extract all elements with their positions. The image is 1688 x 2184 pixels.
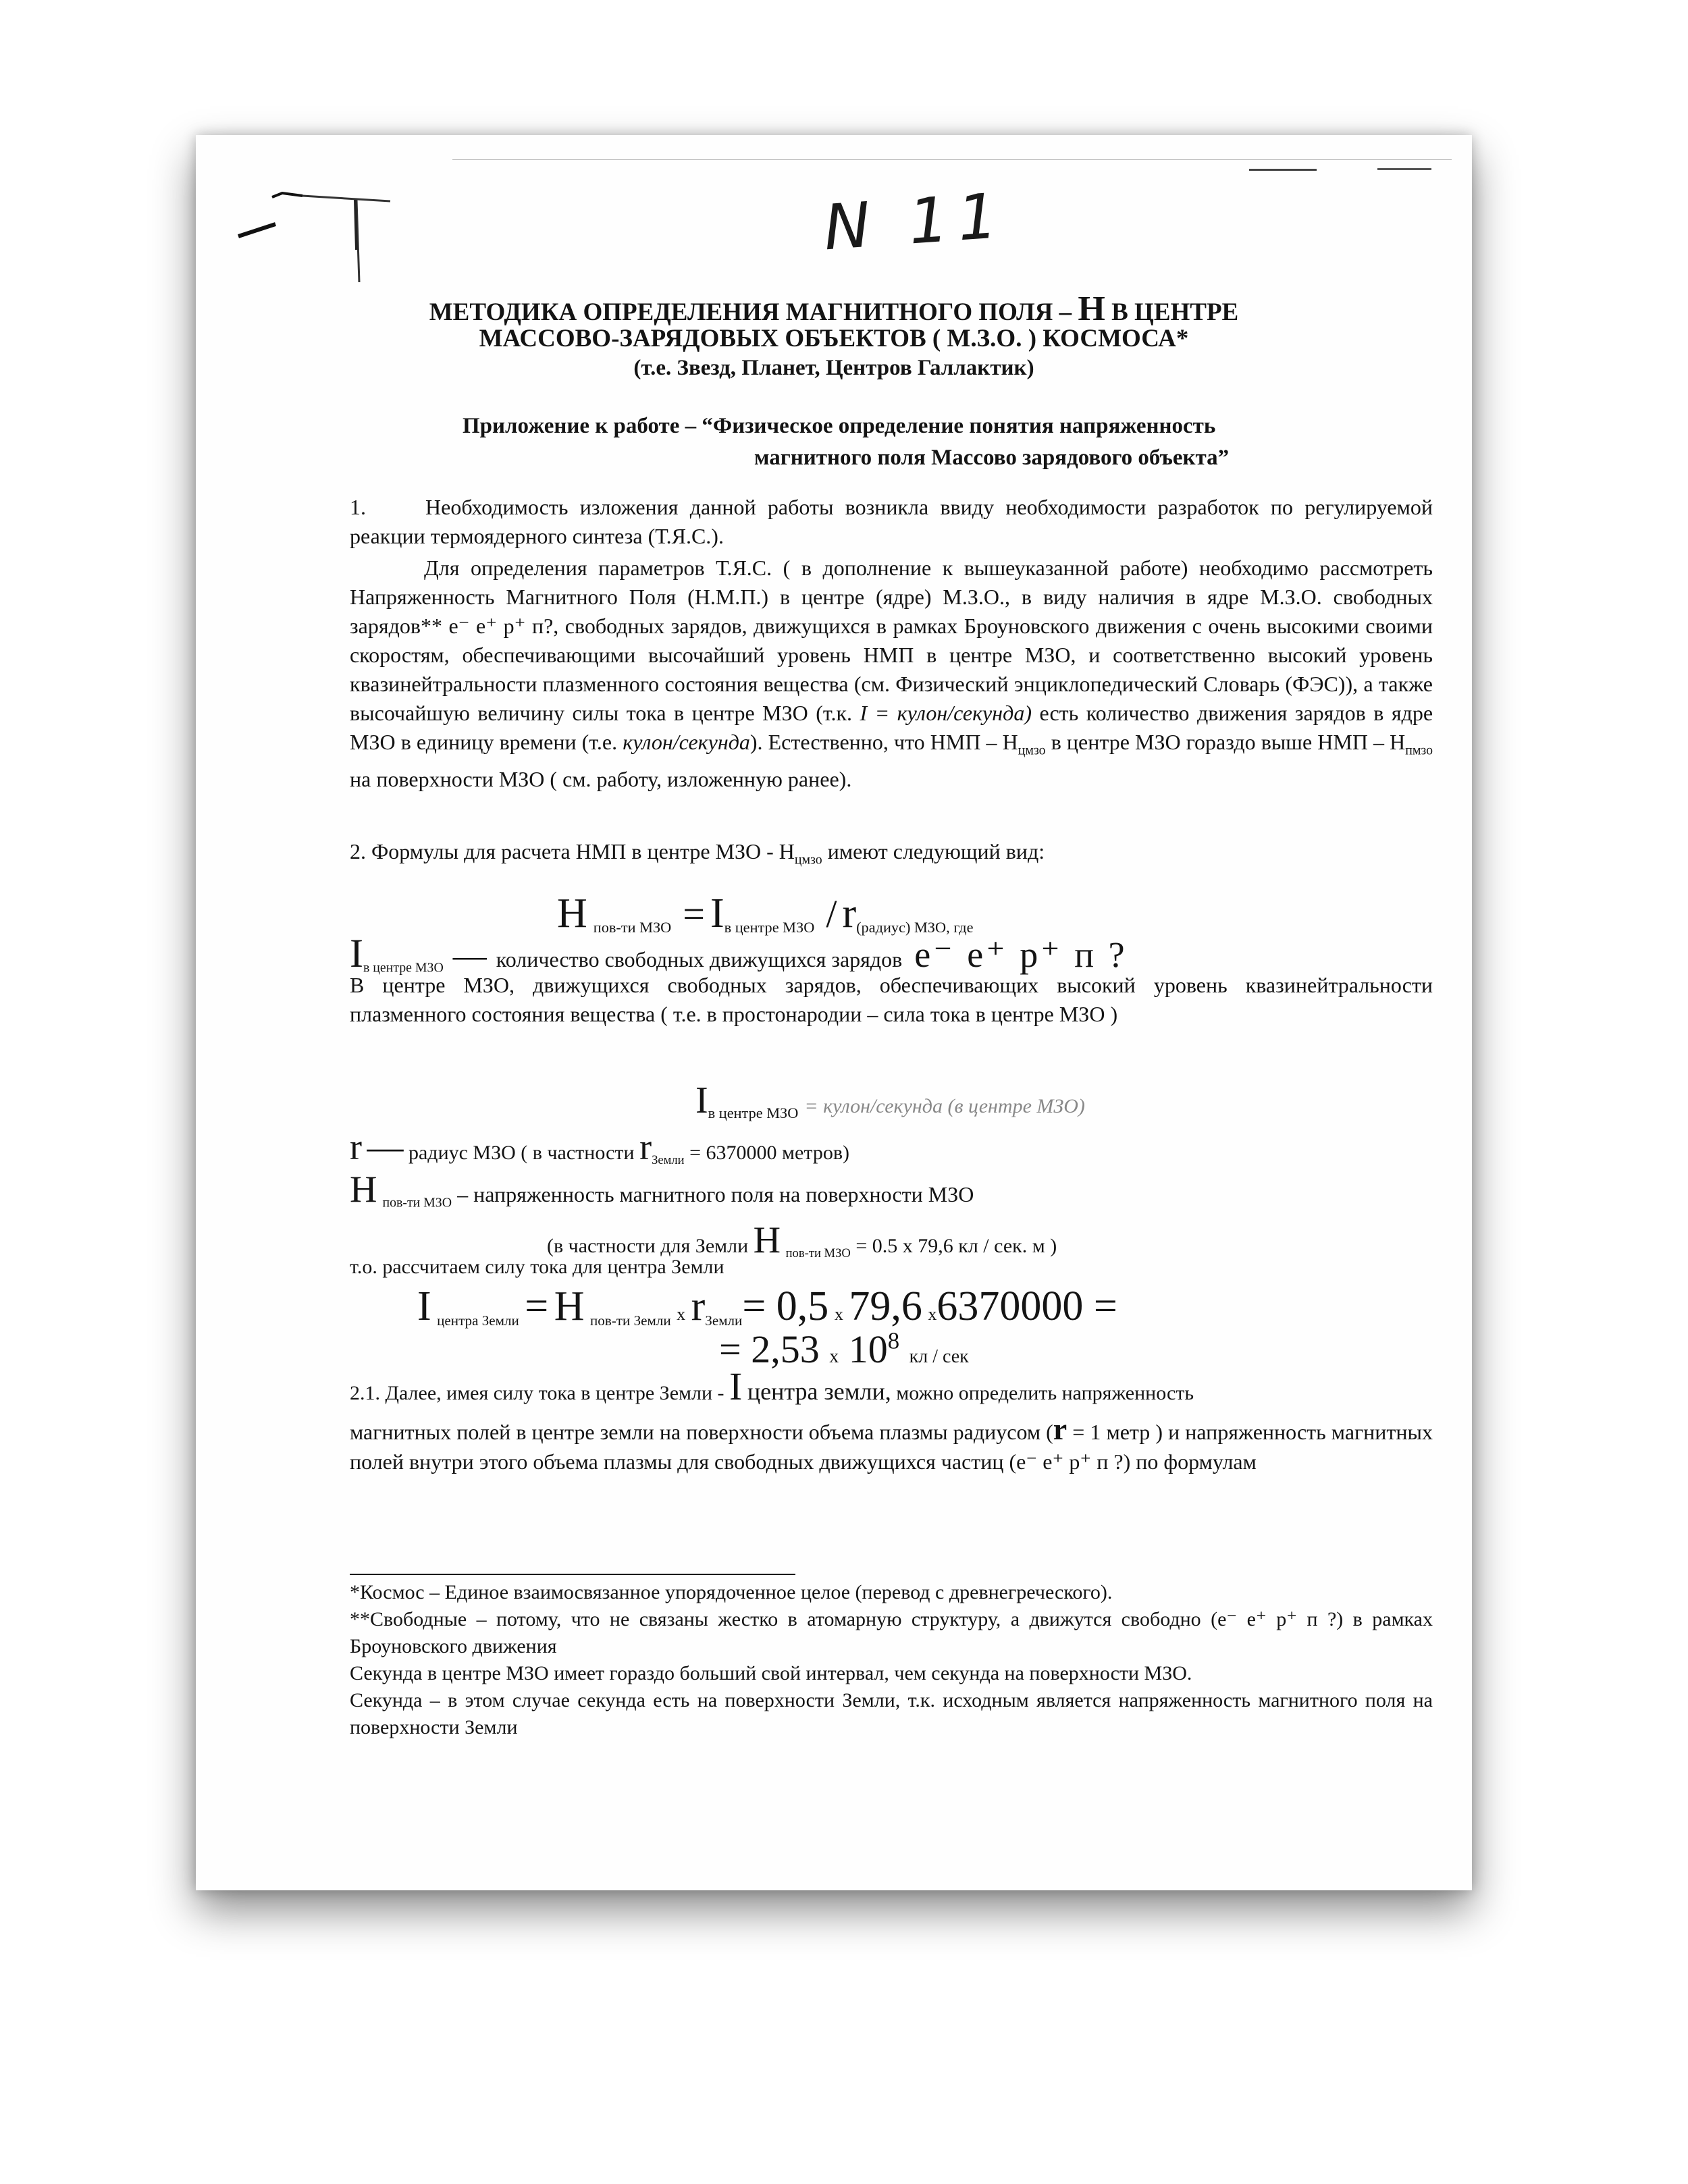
document-page (196, 135, 1472, 1890)
title-line-3: (т.е. Звезд, Планет, Центров Галлактик) (633, 356, 1034, 380)
paragraph-1: 1. Необходимость изложения данной работы возникла ввиду необходимости разработок по регулируемой реакции термоядерного синтеза (Т.Я.С.). (350, 495, 1433, 548)
section-2-1: 2.1. Далее, имея силу тока в центре Земли - I центра земли, можно определить напряженность (350, 1364, 1194, 1408)
footnote-second-center: Секунда в центре МЗО имеет гораздо больший свой интервал, чем секунда на поверхности МЗО. (350, 1662, 1192, 1684)
definition-r: r — радиус МЗО ( в частности $r_{Земли} = 6370000$ метров) (350, 1127, 849, 1167)
section-2-heading: 2. Формулы для расчета НМП в центре МЗО - $Н_{цмзо}$ имеют следующий вид: (350, 839, 1045, 868)
formula-h-surface: Н $_{пов-ти МЗО} = I_{в центре МЗО} / r_{(радиус) МЗО, где}$ (557, 890, 974, 936)
formula-i-center: $I_{в центре МЗО}$ = кулон/секунда (в центре МЗО) (695, 1080, 1085, 1122)
calc-line-2: = 2,53 х $10^8$ кл / сек (719, 1327, 969, 1371)
paragraph-2: Для определения параметров Т.Я.С. ( в дополнение к вышеуказанной работе) необходимо рассмотреть Напряженность Магнитного Поля (Н.М.П.) в центре (ядре) М.З.О., в виду наличия в ядре М.З.О. свободных зарядов** e⁻ e⁺ p⁺ п?, свободных зарядов, движущихся в рамках Броуновского движения с очень высокими своими скоростям, обеспечивающими высочайший уровень НМП в центре МЗО, и соответственно высокий уровень квазинейтральности плазменного состояния вещества (см. Физический энциклопедический Словарь (ФЭС)), а также высочайшую величину силы тока в центре МЗО (т.к. I = кулон/секунда) есть количество движения зарядов в ядре МЗО в единицу времени (т.е. кулон/секунда). Естественно, что НМП – $Н_{цмзо}$ в центре МЗО гораздо выше НМП – $Н_{пмзо}$ на поверхности МЗО ( см. работу, изложенную ранее). (350, 556, 1433, 792)
footnote-divider (350, 1574, 795, 1575)
footnote-free-charges: **Свободные – потому, что не связаны жестко в атомарную структуру, а движутся свободно (e⁻ e⁺ p⁺ п ?) в рамках Броуновского движения (350, 1608, 1433, 1657)
earth-h-value: (в частности для Земли Н $_{пов-ти МЗО}$ = 0.5 х 79,6 кл / сек. м ) (547, 1219, 1057, 1261)
title-line-2: МАССОВО-ЗАРЯДОВЫХ ОБЪЕКТОВ ( М.З.О. ) КОСМОСА* (479, 325, 1189, 352)
handwritten-number: N 11 (821, 179, 1009, 265)
scan-artifact (1249, 169, 1317, 171)
appendix-line-1: Приложение к работе – “Физическое определение понятия напряженность (463, 414, 1216, 438)
definition-h-surface: Н $_{пов-ти МЗО}$ – напряженность магнитного поля на поверхности МЗО (350, 1169, 974, 1210)
calc-intro: т.о. рассчитаем силу тока для центра Земли (350, 1256, 724, 1278)
calc-line-1: I $_{центра Земли}$ = Н $_{пов-ти Земли}$ х $r_{Земли}= 0,5$ х 79,6 х6370000 = (417, 1283, 1117, 1329)
footnote-cosmos: *Космос – Единое взаимосвязанное упорядоченное целое (перевод с древнегреческого). (350, 1581, 1113, 1603)
section-2-1-text: магнитных полей в центре земли на поверхности объема плазмы радиусом (r = 1 метр ) и напряженность магнитных полей внутри этого объема плазмы для свободных движущихся частиц (e⁻ e⁺ p⁺ п ?) по формулам (350, 1412, 1433, 1474)
footnotes (350, 1579, 1433, 1741)
title-line-1: МЕТОДИКА ОПРЕДЕЛЕНИЯ МАГНИТНОГО ПОЛЯ – Н В ЦЕНТРЕ (429, 290, 1239, 328)
definition-i-description: В центре МЗО, движущихся свободных зарядов, обеспечивающих высокий уровень квазинейтральности плазменного состояния вещества ( т.е. в простонародии – сила тока в центре МЗО ) (350, 973, 1433, 1026)
scan-artifact (452, 159, 1452, 160)
corner-scan-mark (235, 169, 411, 284)
footnote-second-surface: Секунда – в этом случае секунда есть на поверхности Земли, т.к. исходным является напряженность магнитного поля на поверхности Земли (350, 1689, 1433, 1738)
appendix-line-2: магнитного поля Массово зарядового объекта” (754, 446, 1230, 470)
definition-i-center: $I_{в центре МЗО}$ — количество свободных движущихся зарядов e⁻ e⁺ p⁺ п ? (350, 931, 1128, 976)
scan-artifact (1377, 168, 1431, 170)
